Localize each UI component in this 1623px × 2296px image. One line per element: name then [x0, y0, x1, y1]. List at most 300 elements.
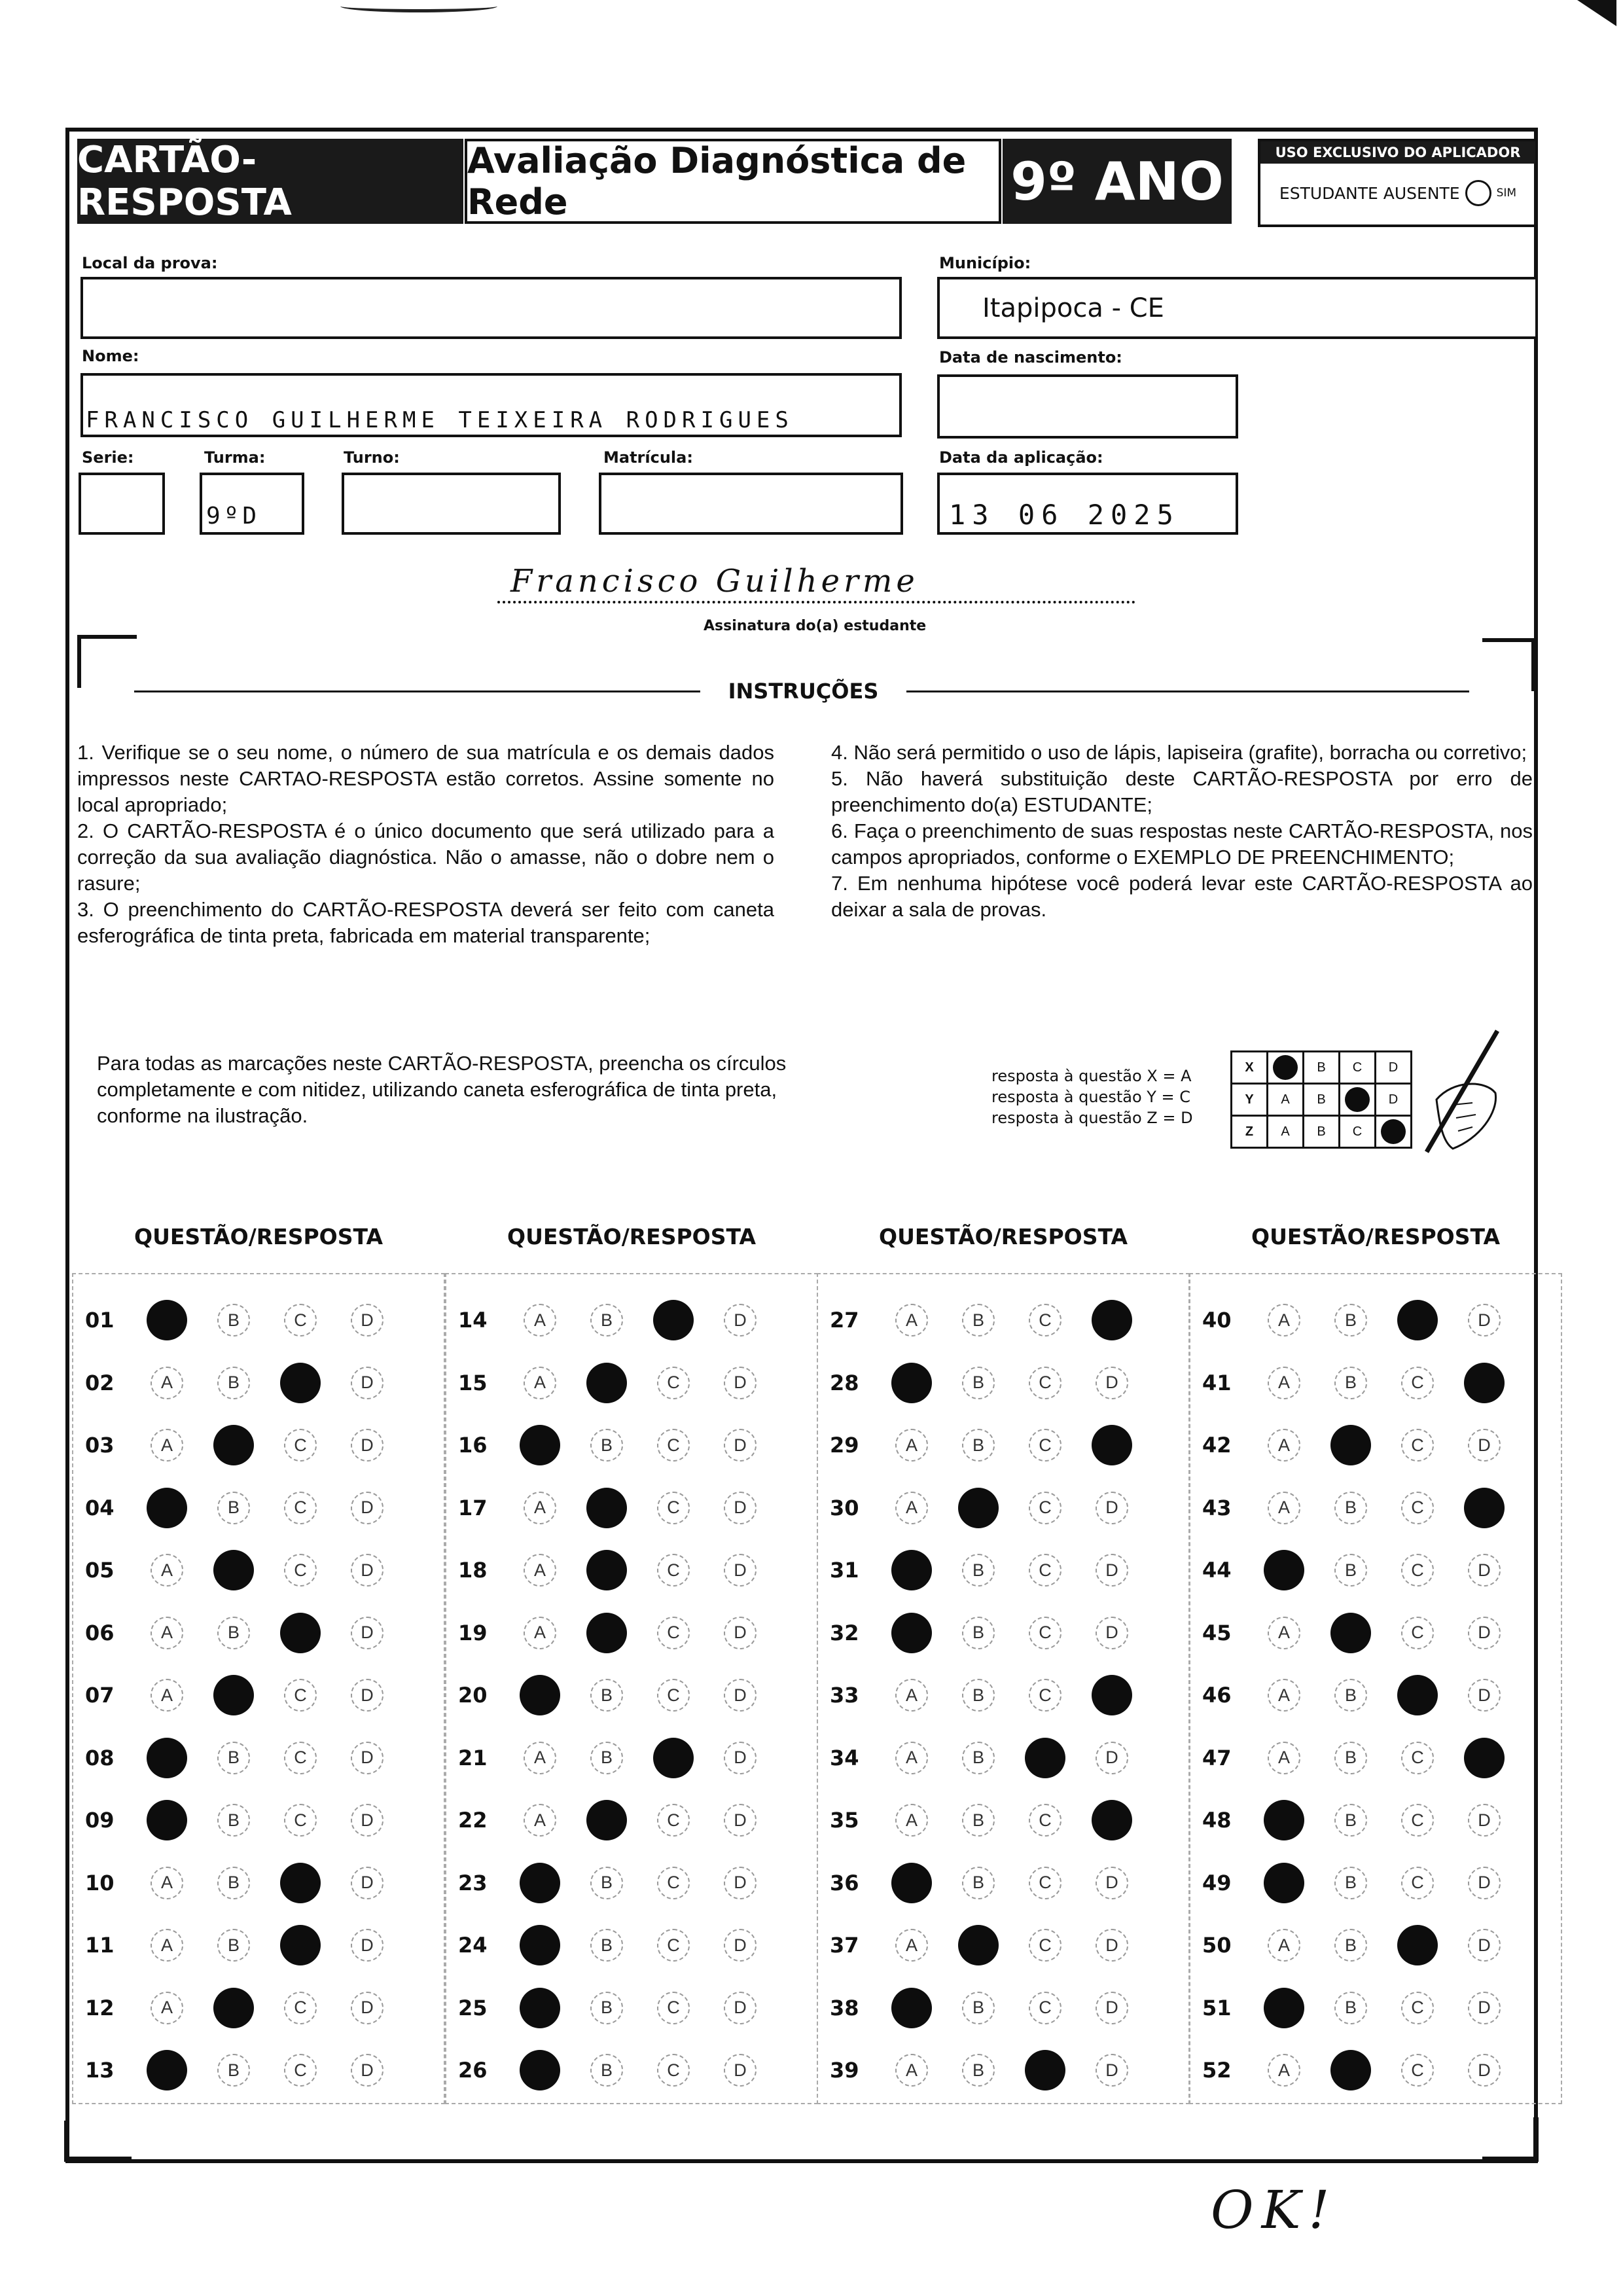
answer-bubble[interactable]: B [962, 1554, 995, 1587]
answer-bubble[interactable]: A [1268, 2054, 1300, 2087]
turno-field[interactable] [342, 473, 561, 535]
answer-bubble-filled[interactable] [213, 1675, 254, 1715]
answer-bubble[interactable]: C [1401, 1367, 1434, 1399]
answer-bubble-filled[interactable] [891, 1613, 932, 1653]
answer-bubble-filled[interactable] [1464, 1738, 1505, 1778]
scan-artifact [340, 0, 497, 12]
answer-bubble[interactable]: B [217, 1304, 250, 1336]
question-number: 11 [85, 1933, 115, 1958]
answer-bubble-filled[interactable] [1330, 2050, 1371, 2090]
answer-bubble[interactable]: D [1096, 1492, 1128, 1524]
answer-bubble-filled[interactable] [213, 1988, 254, 2028]
example-cell: A [1268, 1116, 1304, 1148]
question-row [830, 1547, 1162, 1593]
answer-bubble-filled[interactable] [280, 1363, 321, 1403]
turma-field[interactable] [200, 473, 304, 535]
answer-bubble[interactable]: B [590, 1992, 623, 2024]
answer-bubble[interactable]: D [724, 1804, 757, 1837]
absent-label: ESTUDANTE AUSENTE [1279, 183, 1460, 203]
answer-bubble[interactable]: C [1029, 1367, 1061, 1399]
answer-bubble[interactable]: C [284, 1492, 317, 1524]
answer-bubble[interactable]: D [724, 1679, 757, 1712]
question-row [830, 1922, 1162, 1968]
question-row [1202, 1735, 1535, 1781]
answer-bubble[interactable]: A [895, 1742, 928, 1774]
answer-bubble[interactable]: D [351, 1742, 383, 1774]
question-row [458, 1297, 791, 1343]
answer-bubble[interactable]: A [524, 1492, 556, 1524]
answer-bubble-filled[interactable] [1092, 1425, 1132, 1465]
matricula-field[interactable] [599, 473, 903, 535]
answer-bubble[interactable]: C [1401, 1617, 1434, 1649]
answer-bubble[interactable]: B [590, 1867, 623, 1899]
answer-bubble-filled[interactable] [1264, 1863, 1304, 1903]
answer-bubble[interactable]: D [724, 1367, 757, 1399]
answer-bubble[interactable]: B [962, 1679, 995, 1712]
answer-bubble[interactable]: D [351, 1929, 383, 1962]
example-row-label: X [1232, 1052, 1268, 1084]
answer-bubble[interactable]: D [351, 1492, 383, 1524]
question-number: 30 [830, 1495, 859, 1520]
question-number: 20 [458, 1683, 488, 1708]
answer-bubble-filled[interactable] [1025, 1738, 1065, 1778]
answer-bubble[interactable]: D [724, 1867, 757, 1899]
answer-bubble[interactable]: D [1468, 1992, 1501, 2024]
answer-bubble[interactable]: B [1334, 1367, 1367, 1399]
question-row [1202, 1797, 1535, 1843]
question-number: 05 [85, 1558, 115, 1583]
answer-bubble[interactable]: B [1334, 1867, 1367, 1899]
example-row-label: Y [1232, 1084, 1268, 1116]
applicator-title: USO EXCLUSIVO DO APLICADOR [1260, 141, 1535, 164]
question-row [830, 1985, 1162, 2031]
question-number: 03 [85, 1433, 115, 1458]
question-row [1202, 1422, 1535, 1468]
answer-bubble[interactable]: A [895, 1429, 928, 1462]
example-table [1230, 1050, 1412, 1149]
answer-bubble[interactable]: B [590, 1929, 623, 1962]
answer-bubble[interactable]: D [1096, 2054, 1128, 2087]
answer-bubble[interactable]: B [962, 1804, 995, 1837]
answer-bubble[interactable]: B [590, 1742, 623, 1774]
scan-artifact-corner [1577, 0, 1616, 26]
answer-bubble-filled[interactable] [891, 1988, 932, 2028]
answer-bubble-filled[interactable] [891, 1550, 932, 1590]
answer-bubble-filled[interactable] [213, 1550, 254, 1590]
answer-bubble-filled[interactable] [891, 1363, 932, 1403]
answer-bubble[interactable]: D [1468, 1867, 1501, 1899]
answer-bubble[interactable]: B [1334, 1929, 1367, 1962]
answer-bubble[interactable]: D [1468, 1929, 1501, 1962]
question-row [85, 1610, 418, 1656]
answer-bubble[interactable]: A [895, 2054, 928, 2087]
answer-bubble-filled[interactable] [586, 1550, 627, 1590]
question-row [458, 1547, 791, 1593]
answer-bubble[interactable]: C [657, 1429, 690, 1462]
question-number: 18 [458, 1558, 488, 1583]
answer-bubble[interactable]: A [524, 1742, 556, 1774]
answer-bubble-filled[interactable] [891, 1863, 932, 1903]
answer-bubble[interactable]: B [962, 1742, 995, 1774]
answer-bubble[interactable]: C [1029, 1992, 1061, 2024]
answer-bubble[interactable]: D [351, 1867, 383, 1899]
aplicacao-value: 13 06 2025 [949, 499, 1180, 531]
answer-bubble-filled[interactable] [1092, 1675, 1132, 1715]
answer-bubble[interactable]: A [524, 1804, 556, 1837]
answer-bubble-filled[interactable] [1330, 1425, 1371, 1465]
answer-bubble[interactable]: C [1401, 1554, 1434, 1587]
serie-field[interactable] [79, 473, 165, 535]
answer-bubble[interactable]: A [1268, 1304, 1300, 1336]
answer-bubble[interactable]: B [962, 2054, 995, 2087]
answer-bubble-filled[interactable] [1464, 1488, 1505, 1528]
question-row [85, 1735, 418, 1781]
answer-bubble[interactable]: D [1468, 2054, 1501, 2087]
question-number: 49 [1202, 1870, 1232, 1895]
answer-bubble-filled[interactable] [520, 2050, 560, 2090]
answer-bubble[interactable]: C [1029, 1429, 1061, 1462]
answer-bubble[interactable]: D [1096, 1554, 1128, 1587]
answer-bubble[interactable]: C [284, 1992, 317, 2024]
answer-bubble[interactable]: A [151, 1679, 183, 1712]
question-number: 17 [458, 1495, 488, 1520]
example-cell: C [1340, 1052, 1376, 1084]
answer-bubble[interactable]: A [1268, 1679, 1300, 1712]
answer-bubble[interactable]: A [1268, 1929, 1300, 1962]
answer-bubble[interactable]: A [1268, 1492, 1300, 1524]
answer-bubble[interactable]: D [351, 1429, 383, 1462]
answer-bubble[interactable]: A [1268, 1742, 1300, 1774]
answer-bubble[interactable]: A [524, 1554, 556, 1587]
question-row [85, 1485, 418, 1531]
answer-bubble[interactable]: A [895, 1492, 928, 1524]
question-row [830, 1485, 1162, 1531]
answer-bubble-filled[interactable] [147, 1488, 187, 1528]
answer-bubble[interactable]: C [1029, 1617, 1061, 1649]
question-row [85, 2047, 418, 2093]
answer-bubble[interactable]: B [217, 1492, 250, 1524]
answer-bubble[interactable]: C [1401, 2054, 1434, 2087]
answer-bubble-filled[interactable] [1330, 1613, 1371, 1653]
answer-bubble[interactable]: D [351, 1679, 383, 1712]
answer-bubble-filled[interactable] [520, 1425, 560, 1465]
answer-bubble[interactable]: D [1468, 1554, 1501, 1587]
answer-bubble[interactable]: D [351, 2054, 383, 2087]
absent-bubble[interactable] [1465, 180, 1491, 206]
bracket-right [1482, 638, 1535, 691]
answer-bubble-filled[interactable] [147, 2050, 187, 2090]
question-number: 13 [85, 2058, 115, 2083]
answer-bubble-filled[interactable] [520, 1988, 560, 2028]
answer-bubble-filled[interactable] [520, 1863, 560, 1903]
answer-bubble[interactable]: D [351, 1554, 383, 1587]
answer-bubble[interactable]: C [1401, 1867, 1434, 1899]
question-row [830, 1610, 1162, 1656]
answer-bubble[interactable]: B [1334, 1554, 1367, 1587]
answer-bubble[interactable]: D [724, 1304, 757, 1336]
column-title: QUESTÃO/RESPOSTA [1251, 1224, 1500, 1249]
answer-bubble[interactable]: A [151, 1992, 183, 2024]
answer-bubble[interactable]: C [284, 2054, 317, 2087]
answer-bubble[interactable]: C [1401, 1804, 1434, 1837]
answer-bubble-filled[interactable] [280, 1613, 321, 1653]
question-number: 27 [830, 1308, 859, 1333]
answer-bubble[interactable]: D [724, 2054, 757, 2087]
answer-bubble[interactable]: D [1468, 1429, 1501, 1462]
question-number: 23 [458, 1870, 488, 1895]
answer-bubble[interactable]: C [1029, 1492, 1061, 1524]
answer-bubble[interactable]: B [962, 1617, 995, 1649]
municipio-label: Município: [939, 254, 1031, 272]
answer-bubble[interactable]: D [724, 1929, 757, 1962]
answer-bubble[interactable]: B [217, 1867, 250, 1899]
answer-bubble[interactable]: B [217, 1742, 250, 1774]
answer-bubble[interactable]: A [1268, 1617, 1300, 1649]
nascimento-field[interactable] [937, 374, 1238, 439]
aplicacao-field[interactable] [937, 473, 1238, 535]
answer-bubble[interactable]: B [962, 1304, 995, 1336]
answer-bubble[interactable]: B [1334, 1992, 1367, 2024]
question-row [830, 1297, 1162, 1343]
column-title: QUESTÃO/RESPOSTA [879, 1224, 1128, 1249]
answer-bubble[interactable]: A [524, 1367, 556, 1399]
question-number: 33 [830, 1683, 859, 1708]
answer-bubble-filled[interactable] [1464, 1363, 1505, 1403]
approval-note: OK! [1211, 2179, 1338, 2240]
legend-x: resposta à questão X = A [991, 1067, 1192, 1085]
question-number: 01 [85, 1308, 115, 1333]
answer-bubble[interactable]: B [962, 1367, 995, 1399]
answer-bubble[interactable]: D [1096, 1867, 1128, 1899]
nome-value: FRANCISCO GUILHERME TEIXEIRA RODRIGUES [86, 407, 794, 433]
turma-label: Turma: [204, 448, 266, 467]
question-number: 09 [85, 1808, 115, 1833]
answer-bubble[interactable]: B [590, 1304, 623, 1336]
answer-bubble[interactable]: D [351, 1804, 383, 1837]
answer-bubble[interactable]: B [590, 1429, 623, 1462]
answer-bubble-filled[interactable] [958, 1925, 999, 1965]
column-title: QUESTÃO/RESPOSTA [507, 1224, 756, 1249]
answer-bubble[interactable]: C [1029, 1867, 1061, 1899]
answer-bubble[interactable]: D [1096, 1742, 1128, 1774]
answer-bubble[interactable]: C [657, 1929, 690, 1962]
answer-bubble[interactable]: D [351, 1367, 383, 1399]
answer-bubble[interactable]: A [895, 1304, 928, 1336]
answer-bubble[interactable]: B [1334, 1492, 1367, 1524]
answer-bubble[interactable]: B [217, 1804, 250, 1837]
answer-bubble-filled[interactable] [1397, 1675, 1438, 1715]
answer-bubble[interactable]: B [962, 1429, 995, 1462]
question-row [830, 1672, 1162, 1718]
answer-bubble[interactable]: C [1029, 1304, 1061, 1336]
question-row [1202, 1297, 1535, 1343]
answer-bubble[interactable]: D [724, 1554, 757, 1587]
answer-bubble-filled[interactable] [653, 1738, 694, 1778]
question-row [830, 1422, 1162, 1468]
answer-bubble[interactable]: B [217, 2054, 250, 2087]
example-filled-bubble [1381, 1119, 1406, 1144]
answer-bubble[interactable]: D [724, 1429, 757, 1462]
answer-bubble[interactable]: C [657, 1554, 690, 1587]
municipio-field[interactable] [937, 277, 1538, 339]
answer-bubble-filled[interactable] [1264, 1800, 1304, 1840]
answer-bubble-filled[interactable] [586, 1613, 627, 1653]
answer-bubble[interactable]: B [1334, 1304, 1367, 1336]
answer-bubble[interactable]: C [1029, 1929, 1061, 1962]
question-row [1202, 1985, 1535, 2031]
nome-field[interactable] [80, 373, 902, 437]
example-cell-filled [1376, 1116, 1412, 1148]
answer-bubble[interactable]: B [217, 1929, 250, 1962]
answer-bubble-filled[interactable] [1092, 1800, 1132, 1840]
answer-bubble[interactable]: D [1096, 1929, 1128, 1962]
answer-bubble[interactable]: A [151, 1554, 183, 1587]
question-number: 39 [830, 2058, 859, 2083]
instruction-2: 2. O CARTÃO-RESPOSTA é o único documento que será utilizado para a correção da sua avaliação diagnóstica. Não o amasse, não o dobre nem o rasure; [77, 819, 774, 895]
answer-bubble-filled[interactable] [147, 1300, 187, 1340]
answer-bubble[interactable]: D [1468, 1617, 1501, 1649]
local-field[interactable] [80, 277, 902, 339]
answer-bubble-filled[interactable] [1264, 1988, 1304, 2028]
answer-bubble[interactable]: D [724, 1992, 757, 2024]
answer-bubble-filled[interactable] [1397, 1300, 1438, 1340]
answer-bubble[interactable]: D [1096, 1367, 1128, 1399]
answer-bubble[interactable]: D [351, 1617, 383, 1649]
pen-illustration-icon [1407, 1028, 1505, 1165]
answer-bubble[interactable]: D [1096, 1992, 1128, 2024]
answer-bubble[interactable]: A [895, 1929, 928, 1962]
answer-bubble[interactable]: B [590, 2054, 623, 2087]
answer-bubble[interactable]: D [724, 1742, 757, 1774]
answer-bubble[interactable]: D [724, 1492, 757, 1524]
answer-bubble[interactable]: D [351, 1304, 383, 1336]
question-row [1202, 1672, 1535, 1718]
question-number: 42 [1202, 1433, 1232, 1458]
answer-bubble[interactable]: D [1468, 1804, 1501, 1837]
question-row [85, 1360, 418, 1406]
question-row [85, 1797, 418, 1843]
answer-bubble-filled[interactable] [213, 1425, 254, 1465]
example-cell-filled [1340, 1084, 1376, 1116]
answer-bubble[interactable]: C [1401, 1429, 1434, 1462]
answer-bubble[interactable]: C [657, 1804, 690, 1837]
answer-bubble[interactable]: B [217, 1367, 250, 1399]
answer-bubble-filled[interactable] [147, 1800, 187, 1840]
answer-bubble[interactable]: C [657, 1867, 690, 1899]
answer-bubble[interactable]: C [1401, 1742, 1434, 1774]
answer-bubble-filled[interactable] [520, 1925, 560, 1965]
example-cell: B [1304, 1084, 1340, 1116]
answer-bubble-filled[interactable] [1025, 2050, 1065, 2090]
answer-bubble[interactable]: C [657, 1617, 690, 1649]
answer-bubble-filled[interactable] [586, 1488, 627, 1528]
answer-bubble[interactable]: B [1334, 1804, 1367, 1837]
instructions-left [77, 740, 774, 949]
answer-bubble[interactable]: A [151, 1867, 183, 1899]
question-row [458, 1860, 791, 1906]
answer-bubble[interactable]: A [524, 1617, 556, 1649]
answer-bubble[interactable]: A [895, 1679, 928, 1712]
answer-bubble[interactable]: C [284, 1304, 317, 1336]
answer-bubble-filled[interactable] [1397, 1925, 1438, 1965]
answer-bubble[interactable]: C [1401, 1492, 1434, 1524]
question-number: 19 [458, 1620, 488, 1645]
answer-bubble-filled[interactable] [147, 1738, 187, 1778]
answer-bubble-filled[interactable] [520, 1675, 560, 1715]
answer-bubble-filled[interactable] [280, 1925, 321, 1965]
answer-bubble-filled[interactable] [653, 1300, 694, 1340]
example-cell-filled [1268, 1052, 1304, 1084]
answer-bubble[interactable]: C [657, 1679, 690, 1712]
answer-bubble[interactable]: B [217, 1617, 250, 1649]
answer-bubble[interactable]: C [284, 1429, 317, 1462]
answer-bubble-filled[interactable] [1264, 1550, 1304, 1590]
turno-label: Turno: [344, 448, 400, 467]
question-number: 40 [1202, 1308, 1232, 1333]
answer-bubble-filled[interactable] [1092, 1300, 1132, 1340]
answer-bubble[interactable]: A [151, 1367, 183, 1399]
answer-bubble[interactable]: D [1468, 1304, 1501, 1336]
answer-bubble[interactable]: C [657, 1492, 690, 1524]
answer-bubble[interactable]: C [657, 1992, 690, 2024]
answer-bubble[interactable]: A [524, 1304, 556, 1336]
answer-bubble[interactable]: B [1334, 1679, 1367, 1712]
answer-bubble[interactable]: A [151, 1617, 183, 1649]
answer-bubble[interactable]: A [1268, 1429, 1300, 1462]
answer-bubble[interactable]: C [1029, 1554, 1061, 1587]
question-row [830, 1735, 1162, 1781]
answer-bubble[interactable]: C [657, 2054, 690, 2087]
answer-bubble[interactable]: C [1029, 1804, 1061, 1837]
answer-bubble[interactable]: B [962, 1867, 995, 1899]
answer-bubble[interactable]: A [151, 1429, 183, 1462]
answer-bubble[interactable]: C [657, 1367, 690, 1399]
question-number: 15 [458, 1370, 488, 1395]
answer-bubble[interactable]: D [351, 1992, 383, 2024]
question-row [458, 2047, 791, 2093]
answer-bubble[interactable]: B [962, 1992, 995, 2024]
answer-bubble[interactable]: D [1468, 1679, 1501, 1712]
answer-bubble[interactable]: A [1268, 1367, 1300, 1399]
answer-bubble[interactable]: C [284, 1679, 317, 1712]
answer-bubble[interactable]: B [590, 1679, 623, 1712]
question-number: 44 [1202, 1558, 1232, 1583]
answer-bubble[interactable]: A [151, 1929, 183, 1962]
answer-bubble-filled[interactable] [280, 1863, 321, 1903]
answer-bubble[interactable]: C [284, 1554, 317, 1587]
question-row [1202, 1860, 1535, 1906]
example-filled-bubble [1273, 1055, 1298, 1080]
answer-bubble[interactable]: B [1334, 1742, 1367, 1774]
question-number: 22 [458, 1808, 488, 1833]
answer-bubble[interactable]: A [895, 1804, 928, 1837]
question-row [85, 1922, 418, 1968]
answer-bubble[interactable]: C [1029, 1679, 1061, 1712]
answer-bubble[interactable]: C [1401, 1992, 1434, 2024]
answer-bubble[interactable]: D [1096, 1617, 1128, 1649]
answer-bubble[interactable]: D [724, 1617, 757, 1649]
answer-bubble[interactable]: C [284, 1742, 317, 1774]
question-row [85, 1985, 418, 2031]
answer-bubble-filled[interactable] [586, 1363, 627, 1403]
question-row [85, 1672, 418, 1718]
answer-bubble[interactable]: C [284, 1804, 317, 1837]
question-number: 16 [458, 1433, 488, 1458]
answer-bubble-filled[interactable] [586, 1800, 627, 1840]
question-row [458, 1610, 791, 1656]
example-cell: D [1376, 1084, 1412, 1116]
answer-bubble-filled[interactable] [958, 1488, 999, 1528]
